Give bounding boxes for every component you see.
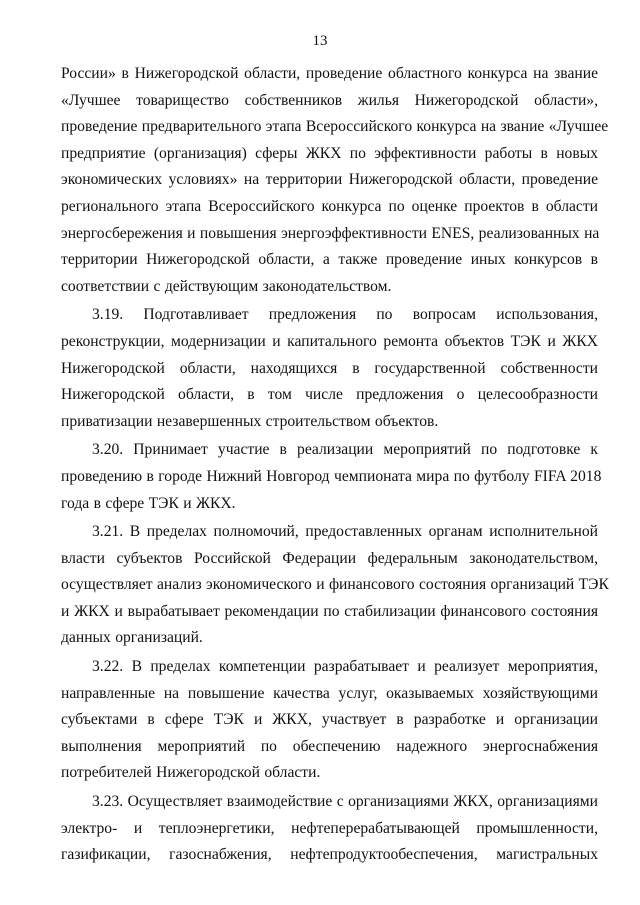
text-line: Нижегородской области, находящихся в государственной собственности: [61, 359, 598, 377]
text-line: 3.22. В пределах компетенции разрабатывает и реализует мероприятия,: [92, 658, 598, 676]
text-line: данных организаций.: [61, 629, 203, 647]
text-line: газификации, газоснабжения, нефтепродуктообеспечения, магистральных: [61, 846, 598, 864]
text-line: 3.21. В пределах полномочий, предоставленных органам исполнительной: [92, 523, 598, 541]
paragraph-3-20: [61, 437, 602, 517]
text-line: года в сфере ТЭК и ЖКХ.: [61, 494, 236, 512]
text-line: 3.20. Принимает участие в реализации мероприятий по подготовке к: [92, 441, 598, 459]
text-line: энергосбережения и повышения энергоэффективности ENES, реализованных на: [61, 224, 600, 242]
text-line: выполнения мероприятий по обеспечению надежного энергоснабжения: [61, 737, 598, 755]
text-line: Нижегородской области, в том числе предложения о целесообразности: [61, 386, 598, 404]
paragraph-3-19: [61, 302, 598, 435]
text-line: предприятие (организация) сферы ЖКХ по эффективности работы в новых: [61, 144, 598, 162]
text-line: России» в Нижегородской области, проведение областного конкурса на звание: [61, 65, 598, 82]
text-line: электро- и теплоэнергетики, нефтеперерабатывающей промышленности,: [61, 819, 598, 837]
text-line: 3.23. Осуществляет взаимодействие с организациями ЖКХ, организациями: [92, 793, 598, 811]
text-line: проведению в городе Нижний Новгород чемпионата мира по футболу FIFA 2018: [61, 467, 602, 485]
text-line: территории Нижегородской области, а также проведение иных конкурсов в: [61, 251, 598, 269]
page-number: 13: [312, 33, 328, 49]
paragraph-3-23: [61, 789, 598, 869]
text-line: потребителей Нижегородской области.: [61, 764, 321, 782]
text-line: экономических условиях» на территории Нижегородской области, проведение: [61, 171, 598, 189]
paragraph-continuation: [61, 61, 609, 300]
text-line: направленные на повышение качества услуг, оказываемых хозяйствующими: [61, 684, 598, 702]
text-line: регионального этапа Всероссийского конкурса по оценке проектов в области: [61, 197, 598, 215]
text-line: осуществляет анализ экономического и финансового состояния организаций ТЭК: [61, 576, 609, 594]
text-line: субъектами в сфере ТЭК и ЖКХ, участвует в разработке и организации: [61, 711, 598, 729]
text-line: 3.19. Подготавливает предложения по вопросам использования,: [92, 306, 598, 324]
text-line: реконструкции, модернизации и капитального ремонта объектов ТЭК и ЖКХ: [61, 332, 598, 350]
paragraph-3-22: [61, 654, 598, 787]
text-line: власти субъектов Российской Федерации федеральным законодательством,: [61, 549, 598, 567]
text-line: и ЖКХ и вырабатывает рекомендации по стабилизации финансового состояния: [61, 602, 598, 620]
text-line: приватизации незавершенных строительством объектов.: [61, 412, 439, 430]
document-body: [61, 61, 609, 869]
paragraph-3-21: [61, 519, 609, 652]
text-line: проведение предварительного этапа Всероссийского конкурса на звание «Лучшее: [61, 118, 609, 136]
text-line: «Лучшее товарищество собственников жилья Нижегородской области»,: [61, 91, 598, 109]
text-line: соответствии с действующим законодательством.: [61, 277, 392, 295]
